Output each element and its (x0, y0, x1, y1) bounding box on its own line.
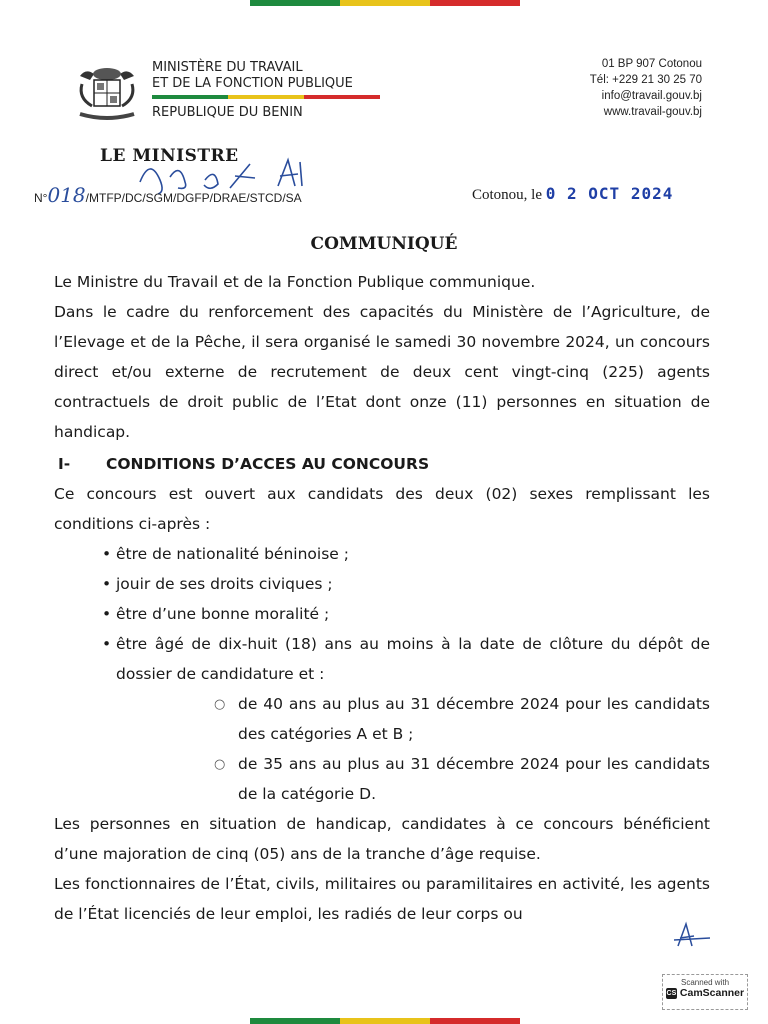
coat-of-arms-icon (72, 64, 142, 124)
bottom-flag-bar (250, 1018, 520, 1024)
ministry-name-block (152, 60, 380, 121)
reference-prefix: N° (34, 191, 48, 205)
circle-bullet-icon: ○ (214, 697, 226, 712)
republic-name: REPUBLIQUE DU BENIN (152, 105, 303, 120)
age-limit-a-b: de 40 ans au plus au 31 décembre 2024 pour les candidats des catégories A et B ; (238, 695, 710, 743)
contact-phone: Tél: +229 21 30 25 70 (589, 74, 702, 86)
scanner-brand-name: CamScanner (679, 987, 745, 999)
date-line (472, 184, 673, 204)
reference-code: /MTFP/DC/SGM/DGFP/DRAE/STCD/SA (85, 191, 302, 205)
flag-red-stripe (430, 0, 520, 6)
officials-paragraph: Les fonctionnaires de l’État, civils, militaires ou paramilitaires en activité, les agents de l’État licenciés de leur emploi, les radiés de leur corps ou (54, 875, 710, 923)
list-item: • être âgé de dix-huit (18) ans au moins à la date de clôture du dépôt de dossier de candidature et : (102, 629, 710, 689)
circle-bullet-icon: ○ (214, 757, 226, 772)
flag-green-stripe (250, 1018, 340, 1024)
scanner-caption: Scanned with (680, 978, 730, 987)
list-item (214, 749, 710, 809)
section-1-lead: Ce concours est ouvert aux candidats des deux (02) sexes remplissant les conditions ci-après : (54, 485, 710, 533)
contact-website: www.travail-gouv.bj (603, 106, 702, 118)
contact-block (590, 56, 702, 120)
age-limit-d: de 35 ans au plus au 31 décembre 2024 pour les candidats de la catégorie D. (238, 755, 710, 803)
handicap-paragraph: Les personnes en situation de handicap, candidates à ce concours bénéficient d’une majoration de cinq (05) ans de la tranche d’âge requise. (54, 815, 710, 863)
contact-email: info@travail.gouv.bj (601, 90, 702, 102)
page-initials-mark (672, 920, 712, 950)
contact-address: 01 BP 907 Cotonou (601, 58, 702, 70)
camscanner-logo-icon: CS (666, 989, 677, 997)
reference-number (34, 183, 302, 207)
stripe-yellow (228, 95, 304, 99)
camscanner-watermark (662, 974, 748, 1010)
document-body (54, 267, 710, 929)
ministry-line-2: ET DE LA FONCTION PUBLIQUE (152, 76, 353, 91)
date-stamp: 0 2 OCT 2024 (545, 184, 674, 203)
age-limits-list (54, 689, 710, 809)
ministry-flag-stripe (152, 95, 380, 99)
flag-red-stripe (430, 1018, 520, 1024)
date-label: Cotonou, le (472, 187, 542, 203)
stripe-red (304, 95, 380, 99)
section-1-label: CONDITIONS D’ACCES AU CONCOURS (106, 455, 430, 473)
context-paragraph: Dans le cadre du renforcement des capacités du Ministère de l’Agriculture, de l’Elevage et de la Pêche, il sera organisé le samedi 30 novembre 2024, un concours direct et/ou externe de recrutement de deux cent vingt-cinq (225) agents contractuels de droit public de l’Etat dont onze (11) personnes en situation de handicap. (54, 303, 710, 441)
section-1-number: I- (58, 455, 71, 473)
minister-title: LE MINISTRE (100, 146, 239, 166)
ministry-line-1: MINISTÈRE DU TRAVAIL (152, 60, 303, 75)
conditions-list (54, 539, 710, 689)
reference-handwritten-number: 018 (47, 183, 86, 207)
list-item: • jouir de ses droits civiques ; (102, 569, 710, 599)
scanner-brand (663, 987, 747, 999)
top-flag-bar (250, 0, 520, 6)
flag-yellow-stripe (340, 1018, 430, 1024)
flag-green-stripe (250, 0, 340, 6)
intro-paragraph: Le Ministre du Travail et de la Fonction Publique communique. (54, 273, 536, 291)
stripe-green (152, 95, 228, 99)
list-item: • être d’une bonne moralité ; (102, 599, 710, 629)
section-1-title (54, 449, 710, 479)
list-item: • être de nationalité béninoise ; (102, 539, 710, 569)
communique-heading: COMMUNIQUÉ (310, 234, 458, 254)
list-item (214, 689, 710, 749)
flag-yellow-stripe (340, 0, 430, 6)
